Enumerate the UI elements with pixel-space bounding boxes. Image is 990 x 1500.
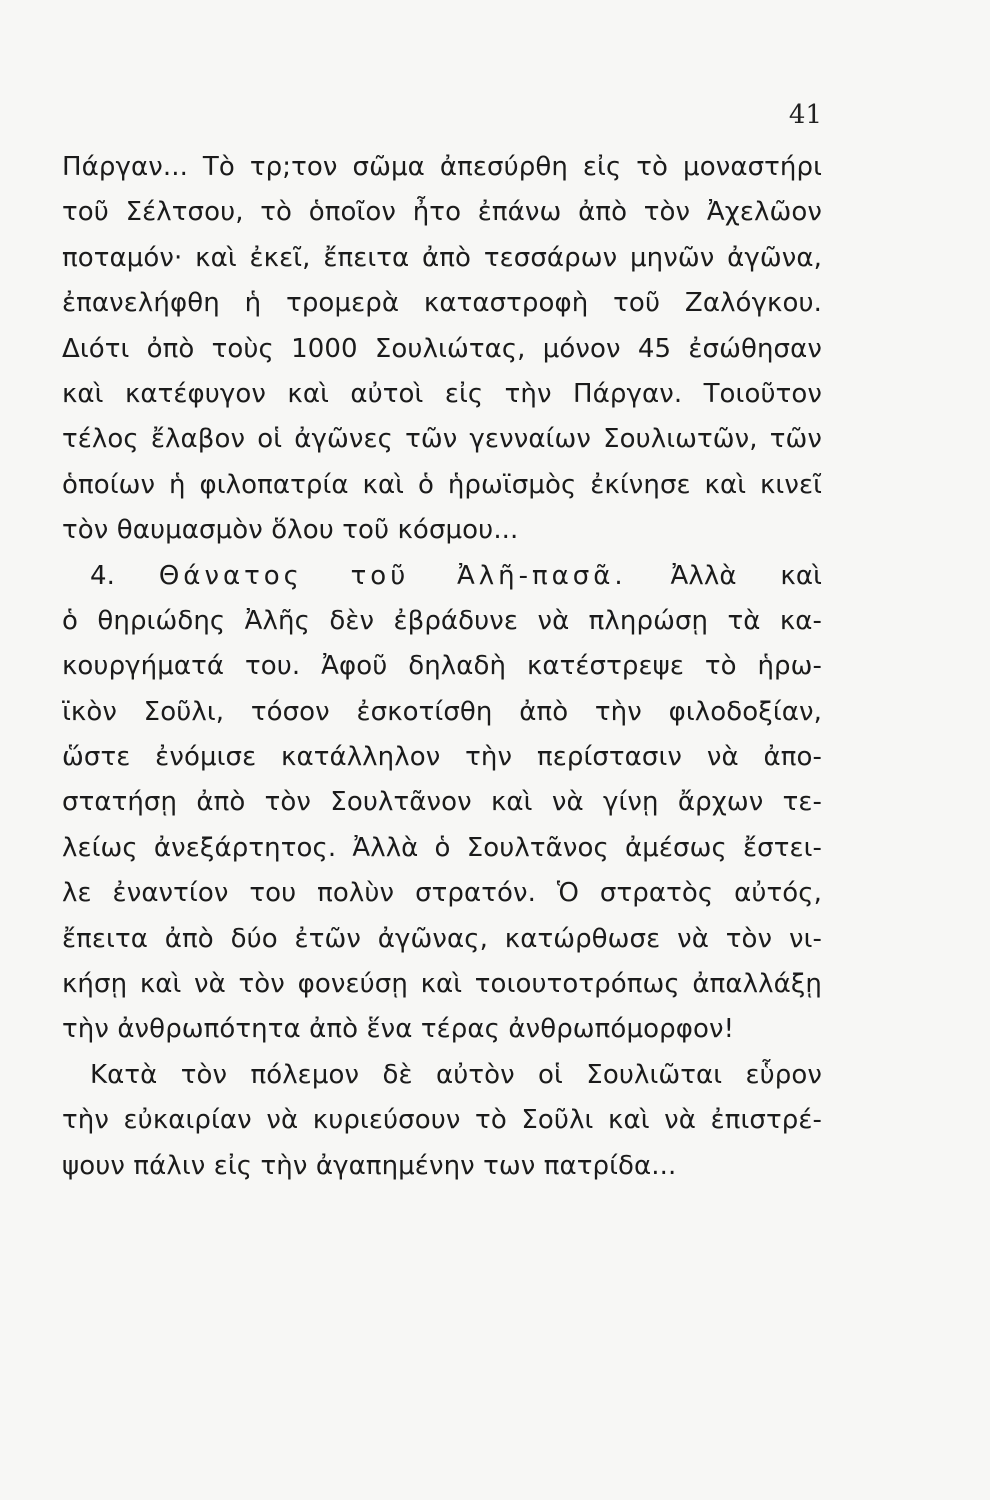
text-line: τέλος ἔλαβον οἱ ἀγῶνες τῶν γενναίων Σουλιωτῶν, τῶν [62,424,822,455]
text-line: ὁ θηριώδης Ἀλῆς δὲν ἐβράδυνε νὰ πληρώσῃ τὰ κα- [62,605,822,636]
text-line: λείως ἀνεξάρτητος. Ἀλλὰ ὁ Σουλτᾶνος ἀμέσως ἔστει- [62,832,822,863]
text-line: κουργήματά του. Ἀφοῦ δηλαδὴ κατέστρεψε τὸ ἡρω- [62,651,822,682]
text-line: καὶ κατέφυγον καὶ αὐτοὶ εἰς τὴν Πάργαν. Τοιοῦτον [62,378,822,409]
text-line: Κατὰ τὸν πόλεμον δὲ αὐτὸν οἱ Σουλιῶται εὗρον [90,1059,822,1090]
text-line: Διότι ὀπὸ τοὺς 1000 Σουλιώτας, μόνον 45 ἐσώθησαν [62,333,822,364]
text-line: ἐπανελήφθη ἡ τρομερὰ καταστροφὴ τοῦ Ζαλόγκου. [62,288,822,319]
text-line: τὴν εὐκαιρίαν νὰ κυριεύσουν τὸ Σοῦλι καὶ νὰ ἐπιστρέ- [62,1105,822,1136]
text-line: ἔπειτα ἀπὸ δύο ἐτῶν ἀγῶνας, κατώρθωσε νὰ τὸν νι- [62,923,822,954]
text-line: τὸν θαυμασμὸν ὅλου τοῦ κόσμου... [62,515,519,546]
text-line: ὁποίων ἡ φιλοπατρία καὶ ὁ ἡρωϊσμὸς ἐκίνησε καὶ κινεῖ [62,469,822,500]
text-line: ὥστε ἐνόμισε κατάλληλον τὴν περίστασιν νὰ ἀπο- [62,742,822,773]
section-heading-line [62,554,822,599]
section-title: Θάνατος τοῦ Ἀλῆ-πασᾶ. [158,560,627,591]
page-number: 41 [788,100,822,130]
text-line: κήσῃ καὶ νὰ τὸν φονεύσῃ καὶ τοιουτοτρόπως ἀπαλλάξῃ [62,969,822,1000]
text-line: τὴν ἀνθρωπότητα ἀπὸ ἕνα τέρας ἀνθρωπόμορφον! [62,1014,735,1045]
text-line: λε ἐναντίον του πολὺν στρατόν. Ὁ στρατὸς αὐτός, [62,878,822,909]
text-line: Πάργαν... Τὸ τρ;τον σῶμα ἀπεσύρθη εἰς τὸ μοναστήρι [62,152,822,182]
text-line: στατήσῃ ἀπὸ τὸν Σουλτᾶνον καὶ νὰ γίνῃ ἄρχων τε- [62,787,822,818]
text-line: ϊκὸν Σοῦλι, τόσον ἐσκοτίσθη ἀπὸ τὴν φιλοδοξίαν, [62,696,822,727]
text-line: ψουν πάλιν εἰς τὴν ἀγαπημένην των πατρίδα... [62,1150,677,1181]
section-number: 4. [90,560,116,591]
text-line: τοῦ Σέλτσου, τὸ ὁποῖον ἦτο ἐπάνω ἀπὸ τὸν Ἀχελῶον [62,197,822,228]
section-continuation: Ἀλλὰ καὶ [670,560,822,591]
body-text [62,145,822,1189]
text-line: ποταμόν· καὶ ἐκεῖ, ἔπειτα ἀπὸ τεσσάρων μηνῶν ἀγῶνα, [62,242,822,273]
